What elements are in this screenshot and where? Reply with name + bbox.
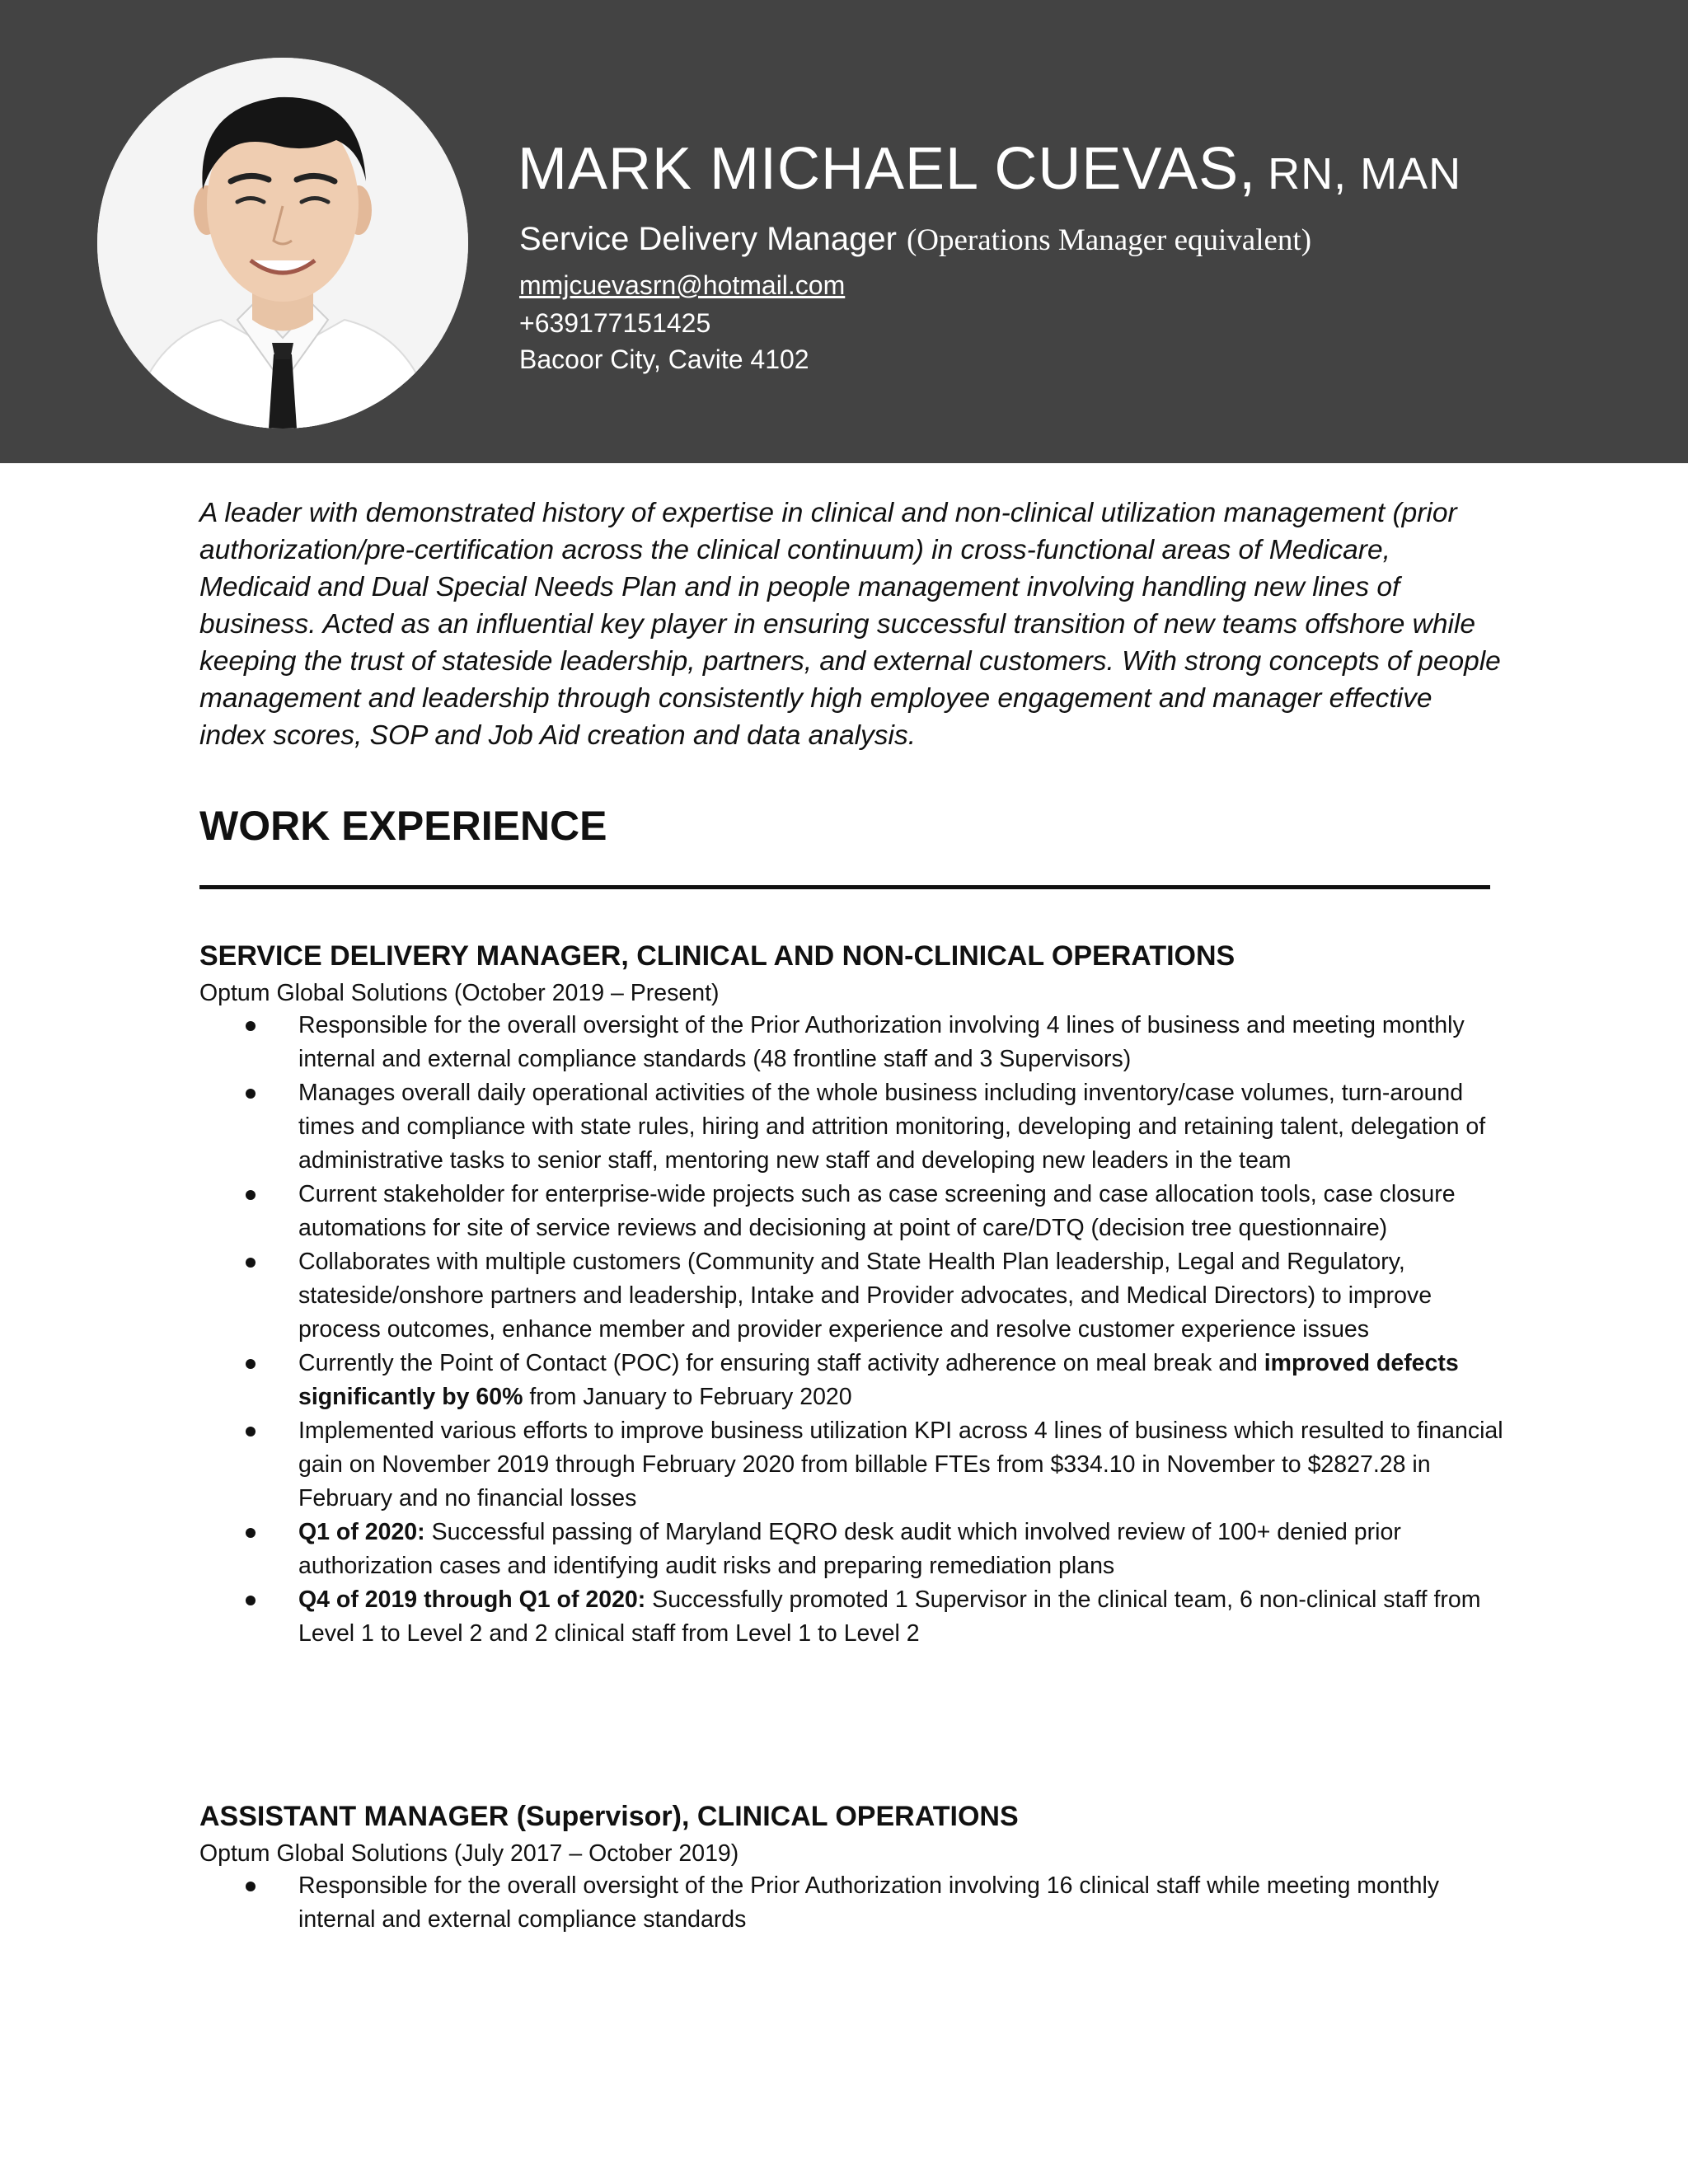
bullet-icon [246,1359,256,1369]
bullet-icon [246,1596,256,1605]
bullet-icon [246,1089,256,1099]
phone-number: +639177151425 [519,308,711,338]
job-bullet [199,1009,1514,1076]
bullet-text: Successfully promoted 1 Supervisor in the clinical team, 6 non-clinical staff from Level 1 to Level 2 and 2 clinical staff from Level 1 to Level 2 [298,1586,1481,1647]
job-bullet-list [199,1869,1502,1937]
candidate-role: Service Delivery Manager [519,221,897,257]
bullet-text: Current stakeholder for enterprise-wide projects such as case screening and case allocation tools, case closure automations for site of service reviews and decisioning at point of care/DTQ (decision tree questionnaire) [298,1181,1456,1241]
bullet-tail: from January to February 2020 [523,1384,852,1410]
bullet-text: Currently the Point of Contact (POC) for ensuring staff activity adherence on meal break and [298,1350,1264,1376]
bullet-text: Implemented various efforts to improve business utilization KPI across 4 lines of business which resulted to financial gain on November 2019 through February 2020 from billable FTEs from $334.10 in November to $2827.28 in February and no financial losses [298,1418,1503,1511]
job-bullet [199,1076,1514,1178]
section-divider [199,885,1490,889]
candidate-role-line [519,216,1311,264]
bullet-icon [246,1528,256,1538]
professional-summary: A leader with demonstrated history of expertise in clinical and non-clinical utilization management (prior authorization/pre-certification across the clinical continuum) in cross-functional areas of Medicare, Medicaid and Dual Special Needs Plan and in people management involving handling new lines of business. Acted as an influential key player in ensuring successful transition of new teams offshore while keeping the trust of stateside leadership, partners, and external customers. With strong concepts of people management and leadership through consistently high employee engagement and manager effective index scores, SOP and Job Aid creation and data analysis. [199,498,1501,751]
bullet-text: Manages overall daily operational activities of the whole business including inventory/case volumes, turn-around times and compliance with state rules, hiring and attrition monitoring, developing and retaining talent, delegation of administrative tasks to senior staff, mentoring new staff and developing new leaders in the team [298,1080,1486,1174]
job-bullet [199,1583,1514,1651]
job-bullet [199,1414,1514,1516]
header-band [0,0,1688,463]
job-bullet-list [199,1009,1502,1651]
job-bullet [199,1245,1514,1347]
bullet-text: Responsible for the overall oversight of the Prior Authorization involving 16 clinical staff while meeting monthly internal and external compliance standards [298,1872,1440,1933]
candidate-name-line [518,132,1461,211]
candidate-role-equivalent: (Operations Manager equivalent) [906,223,1312,257]
profile-photo [97,58,468,429]
bullet-highlight: improved defects significantly by 60% [298,1350,1459,1410]
job-title: ASSISTANT MANAGER (Supervisor), CLINICAL OPERATIONS [199,1801,1019,1832]
bullet-icon [246,1882,256,1891]
job-title: SERVICE DELIVERY MANAGER, CLINICAL AND NON-CLINICAL OPERATIONS [199,940,1236,972]
bullet-icon [246,1190,256,1200]
email-link[interactable]: mmjcuevasrn@hotmail.com [519,270,846,300]
bullet-text: Collaborates with multiple customers (Community and State Health Plan leadership, Legal and Regulatory, stateside/onshore partners and leadership, Intake and Provider advocates, and Medical Directors) to improve process outcomes, enhance member and provider experience and resolve customer experience issues [298,1249,1432,1343]
job-bullet [199,1869,1514,1937]
job-company: Optum Global Solutions (July 2017 – October 2019) [199,1840,739,1867]
job-company: Optum Global Solutions (October 2019 – Present) [199,980,720,1006]
job-entry [199,936,1502,1651]
location: Bacoor City, Cavite 4102 [519,344,809,374]
candidate-credentials: RN, MAN [1268,149,1462,199]
job-bullet [199,1347,1514,1414]
work-experience-heading: WORK EXPERIENCE [199,803,607,849]
job-bullet [199,1178,1514,1245]
bullet-icon [246,1427,256,1436]
bullet-text: Responsible for the overall oversight of the Prior Authorization involving 4 lines of business and meeting monthly internal and external compliance standards (48 frontline staff and 3 Supervisors) [298,1012,1465,1072]
bullet-lead: Q1 of 2020: [298,1519,425,1545]
job-bullet [199,1516,1514,1583]
job-entry [199,1797,1502,1937]
candidate-name: MARK MICHAEL CUEVAS, [518,136,1257,202]
bullet-icon [246,1021,256,1031]
bullet-lead: Q4 of 2019 through Q1 of 2020: [298,1586,646,1613]
profile-photo-icon [97,58,468,429]
bullet-icon [246,1258,256,1268]
bullet-text: Successful passing of Maryland EQRO desk audit which involved review of 100+ denied prior authorization cases and identifying audit risks and preparing remediation plans [298,1519,1401,1579]
